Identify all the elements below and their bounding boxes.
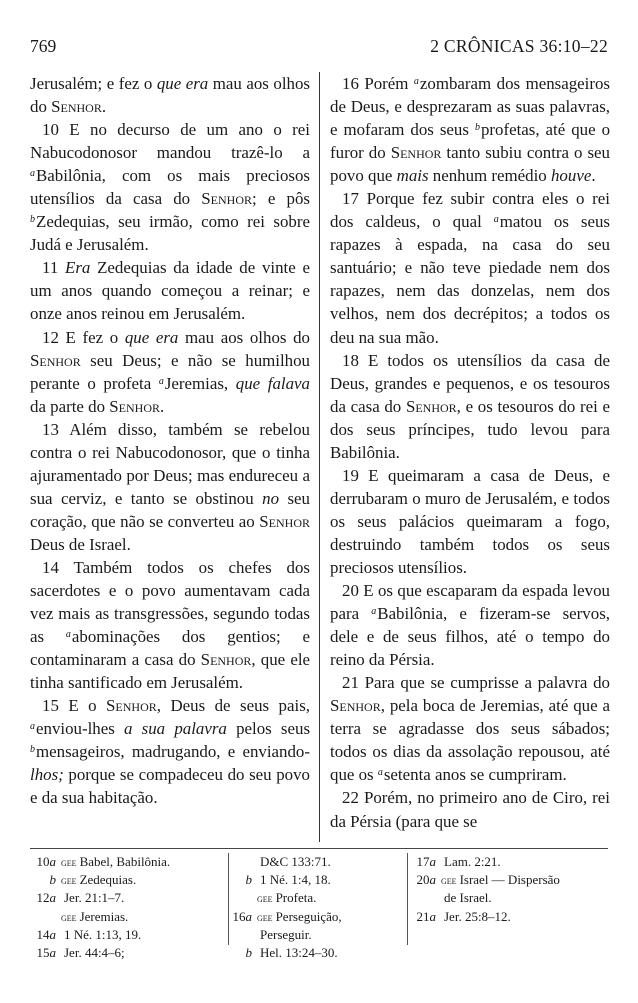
verse-16: 16 Porém $^a$zombaram dos mensageiros de Deus, e desprezaram as suas palavras, e mofaram dos seus $^b$profetas, até que o furor do Senhor tanto subiu contra o seu povo que mais nenhum remédio houve.	[330, 74, 611, 186]
footnote-entry[interactable]: b gee Zedequias.	[49, 872, 137, 888]
verse-10: 10 E no decurso de um ano o rei Nabucodonosor mandou trazê-lo a $^a$Babilônia, com os mais preciosos utensílios da casa do Senhor; e pôs $^b$Zedequias, seu irmão, como rei sobre Judá e Jerusalém.	[30, 120, 310, 255]
verse-12: 12 E fez o que era mau aos olhos do Senhor seu Deus; e não se humilhou perante o profeta $^a$Jeremias, que falava da parte do Senhor.	[30, 327, 310, 416]
verse-9-continuation: Jerusalém; e fez o que era mau aos olhos do Senhor.	[30, 74, 310, 117]
footnote-entry[interactable]: gee Jeremias.	[61, 908, 129, 924]
footnote-marker[interactable]: a	[30, 721, 35, 733]
footnote-entry[interactable]: 20a gee Israel — Dispersão	[416, 872, 560, 888]
verse-18: 18 E todos os utensílios da casa de Deus, grandes e pequenos, e os tesouros da casa do Senhor, e os tesouros do rei e dos seus príncipes, tudo levou para Babilônia.	[330, 350, 610, 462]
chapter-reference: 2 CRÔNICAS 36:10–22	[430, 36, 608, 56]
footnote-marker[interactable]: b	[30, 744, 35, 756]
footnote-entry[interactable]: 21a Jer. 25:8–12.	[416, 908, 511, 924]
verse-21: 21 Para que se cumprisse a palavra do Senhor, pela boca de Jeremias, até que a terra se agradasse dos seus sábados; todos os dias da assolação repousou, até que os $^a$setenta anos se cumpriram.	[330, 673, 610, 785]
verse-17: 17 Porque fez subir contra eles o rei dos caldeus, o qual $^a$matou os seus rapazes à espada, na casa do seu santuário; e não teve piedade nem dos rapazes, nem das donzelas, nem dos velhos, nem dos decrépitos; a todos os deu na sua mão.	[330, 189, 610, 347]
footnote-entry[interactable]: 10a gee Babel, Babilônia.	[36, 854, 171, 869]
footnote-marker[interactable]: a	[493, 214, 499, 226]
right-column	[330, 72, 610, 833]
footnotes-column-3	[410, 853, 610, 926]
footnote-entry[interactable]: 15a Jer. 44:4–6;	[36, 945, 125, 961]
left-column	[30, 72, 310, 810]
verse-19: 19 E queimaram a casa de Deus, e derrubaram o muro de Jerusalém, e todos os seus palácios queimaram a fogo, destruindo também todos os seus preciosos utensílios.	[330, 465, 610, 577]
page-header	[30, 36, 608, 64]
footnote-entry[interactable]: 17a Lam. 2:21.	[416, 854, 501, 869]
footnote-entry[interactable]: 14a 1 Né. 1:13, 19.	[36, 926, 142, 942]
footnote-marker[interactable]: a	[158, 375, 164, 387]
verse-14: 14 Também todos os chefes dos sacerdotes e o povo aumentavam cada vez mais as transgressões, segundo todas as $^a$abominações dos gentios; e contaminaram a casa do Senhor, que ele tinha santificado em Jerusalém.	[30, 557, 311, 693]
footnote-entry[interactable]: b 1 Né. 1:4, 18.	[245, 872, 331, 888]
footnote-marker[interactable]: a	[377, 767, 383, 779]
footnote-entry[interactable]: de Israel.	[444, 890, 492, 906]
footnote-divider	[407, 853, 408, 945]
footnote-marker[interactable]: a	[413, 76, 419, 87]
footnote-entry[interactable]: b Hel. 13:24–30.	[245, 945, 338, 961]
page-number: 769	[30, 36, 57, 56]
footnote-entry[interactable]: 16a gee Perseguição,	[232, 908, 342, 924]
footnotes-column-1	[30, 853, 220, 962]
verse-20: 20 E os que escaparam da espada levou para $^a$Babilônia, e fizeram-se servos, dele e de seus filhos, até o tempo do reino da Pérsia.	[330, 581, 610, 670]
footnote-entry[interactable]: gee Profeta.	[257, 890, 317, 906]
verse-11: 11 Era Zedequias da idade de vinte e um anos quando começou a reinar; e onze anos reinou em Jerusalém.	[30, 258, 310, 324]
footnote-entry[interactable]: 12a Jer. 21:1–7.	[36, 890, 125, 906]
footnote-marker[interactable]: a	[371, 606, 377, 618]
footnote-entry[interactable]: D&C 133:71.	[260, 854, 331, 869]
footnotes-column-2	[226, 853, 406, 962]
footnote-marker[interactable]: b	[30, 214, 35, 226]
verse-22: 22 Porém, no primeiro ano de Ciro, rei da Pérsia (para que se	[330, 788, 610, 831]
verse-13: 13 Além disso, também se rebelou contra o rei Nabucodonosor, que o tinha ajuramentado por Deus; mas endureceu a sua cerviz, e tanto se obstinou no seu coração, que não se converteu ao Senhor Deus de Israel.	[30, 419, 310, 554]
footnote-marker[interactable]: a	[30, 168, 35, 180]
verse-15: 15 E o Senhor, Deus de seus pais, $^a$enviou-lhes a sua palavra pelos seus $^b$mensageiros, madrugando, e enviando-lhos; porque se compadeceu do seu povo e da sua habitação.	[30, 696, 311, 808]
footnote-entry[interactable]: Perseguir.	[260, 926, 312, 942]
footnote-marker[interactable]: b	[474, 122, 480, 134]
column-divider	[319, 72, 320, 842]
footnote-marker[interactable]: a	[65, 629, 71, 641]
footnote-rule	[30, 848, 608, 849]
